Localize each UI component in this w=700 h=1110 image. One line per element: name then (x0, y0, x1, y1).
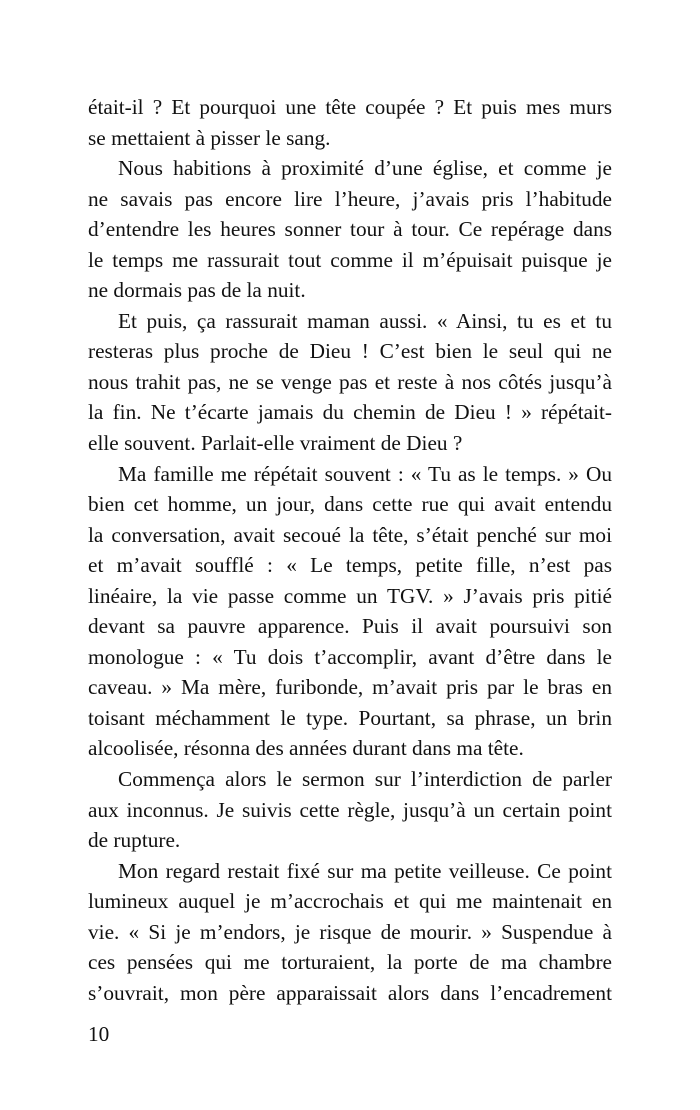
body-text (88, 92, 612, 1008)
text-line: monologue : « Tu dois t’accomplir, avant d’être dans le (88, 644, 612, 669)
text-line: était-il ? Et pourquoi une tête coupée ? Et puis mes murs (88, 95, 612, 119)
text-line: lumineux auquel je m’accrochais et qui me maintenait en (88, 889, 612, 914)
text-line: Mon regard restait fixé sur ma petite veilleuse. Ce point (118, 858, 612, 883)
text-line: Ma famille me répétait souvent : « Tu as le temps. » Ou (118, 461, 612, 486)
text-line: devant sa pauvre apparence. Puis il avait poursuivi son (88, 614, 612, 639)
page-number: 10 (88, 1022, 110, 1046)
text-line: la fin. Ne t’écarte jamais du chemin de Dieu ! » répétait- (88, 400, 612, 425)
text-line: la conversation, avait secoué la tête, s’était penché sur moi (88, 522, 612, 547)
text-line: caveau. » Ma mère, furibonde, m’avait pris par le bras en (88, 675, 612, 700)
text-line: de rupture. (88, 828, 181, 853)
text-line: linéaire, la vie passe comme un TGV. » J’avais pris pitié (88, 583, 612, 608)
text-line: s’ouvrait, mon père apparaissait alors dans l’encadrement (88, 980, 612, 1005)
text-line: d’entendre les heures sonner tour à tour. Ce repérage dans (88, 217, 612, 242)
text-line: Et puis, ça rassurait maman aussi. « Ainsi, tu es et tu (118, 308, 612, 333)
text-line: resteras plus proche de Dieu ! C’est bien le seul qui ne (88, 339, 612, 364)
text-line: ne savais pas encore lire l’heure, j’avais pris l’habitude (88, 186, 612, 211)
text-line: elle souvent. Parlait-elle vraiment de Dieu ? (88, 431, 463, 456)
text-line: le temps me rassurait tout comme il m’épuisait puisque je (88, 247, 612, 272)
text-line: ne dormais pas de la nuit. (88, 278, 306, 303)
text-line: bien cet homme, un jour, dans cette rue qui avait entendu (88, 492, 612, 517)
text-line: Commença alors le sermon sur l’interdiction de parler (118, 767, 612, 792)
text-line: et m’avait soufflé : « Le temps, petite fille, n’est pas (88, 553, 612, 578)
text-line: nous trahit pas, ne se venge pas et reste à nos côtés jusqu’à (88, 369, 612, 394)
text-line: Nous habitions à proximité d’une église, et comme je (118, 156, 612, 181)
text-line: aux inconnus. Je suivis cette règle, jusqu’à un certain point (88, 797, 612, 822)
text-line: vie. « Si je m’endors, je risque de mourir. » Suspendue à (88, 919, 612, 944)
text-line: alcoolisée, résonna des années durant dans ma tête. (88, 736, 524, 761)
text-line: se mettaient à pisser le sang. (88, 125, 331, 150)
text-line: ces pensées qui me torturaient, la porte de ma chambre (88, 950, 612, 975)
text-line: toisant méchamment le type. Pourtant, sa phrase, un brin (88, 705, 612, 730)
